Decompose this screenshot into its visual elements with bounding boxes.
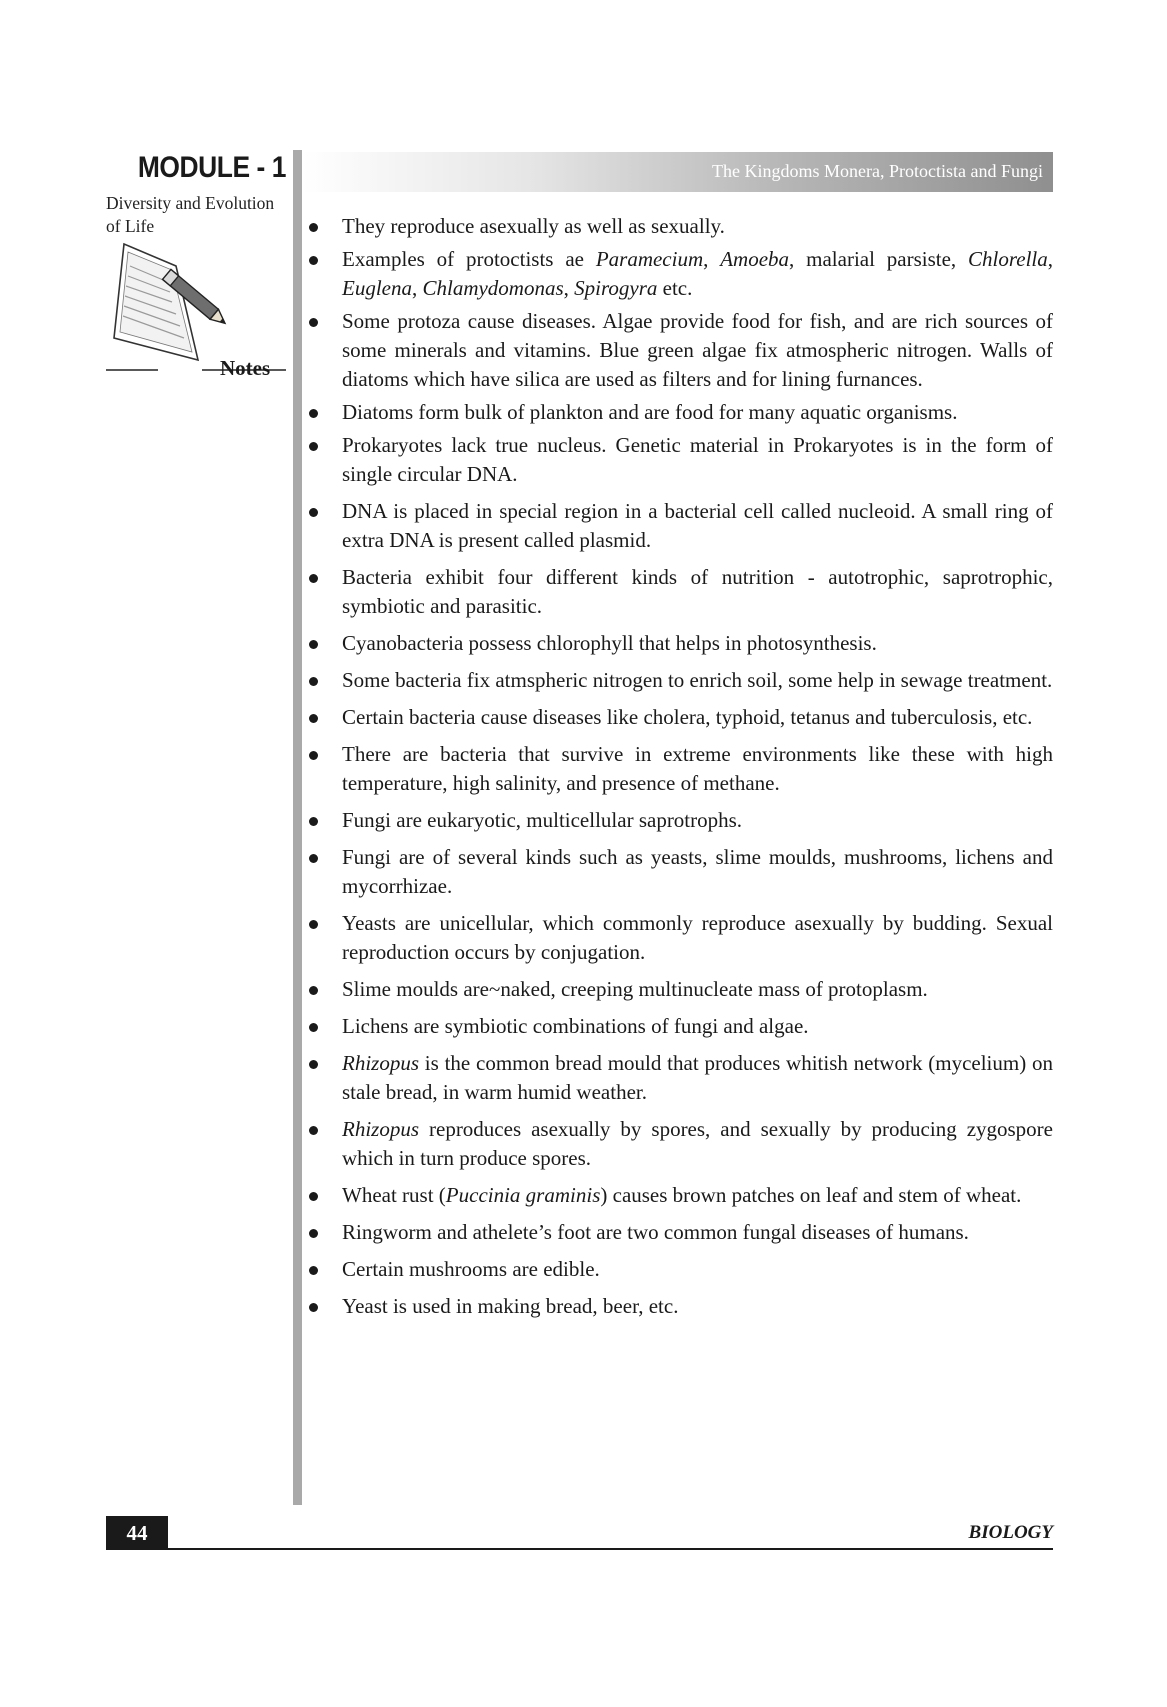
bullet-dot-icon: [309, 318, 318, 327]
bullet-dot-icon: [309, 1229, 318, 1238]
bullet-dot-icon: [309, 677, 318, 686]
bullet-item: [306, 398, 1053, 427]
bullet-item: [306, 806, 1053, 835]
bullet-dot-icon: [309, 409, 318, 418]
chapter-header-band: [302, 152, 1053, 192]
footer-rule: [168, 1548, 1053, 1550]
sidebar: [106, 150, 286, 380]
bullet-text: Slime moulds are~naked, creeping multinucleate mass of protoplasm.: [342, 977, 928, 1001]
bullet-text: Bacteria exhibit four different kinds of nutrition - autotrophic, saprotrophic, symbiotic and parasitic.: [342, 565, 1053, 618]
bullet-item: [306, 245, 1053, 303]
bullet-text: Yeasts are unicellular, which commonly reproduce asexually by budding. Sexual reproduction occurs by conjugation.: [342, 911, 1053, 964]
bullet-dot-icon: [309, 1192, 318, 1201]
bullet-item: [306, 1049, 1053, 1107]
bullet-text: They reproduce asexually as well as sexually.: [342, 214, 725, 238]
bullet-item: [306, 629, 1053, 658]
bullet-item: [306, 1218, 1053, 1247]
bullet-dot-icon: [309, 223, 318, 232]
bullet-item: [306, 843, 1053, 901]
module-subtitle-line2: of Life: [106, 216, 155, 236]
bullet-text: Lichens are symbiotic combinations of fungi and algae.: [342, 1014, 809, 1038]
bullet-text: Fungi are eukaryotic, multicellular saprotrophs.: [342, 808, 743, 832]
bullet-list: [306, 212, 1053, 1329]
bullet-item: [306, 703, 1053, 732]
bullet-text: Some protoza cause diseases. Algae provide food for fish, and are rich sources of some minerals and vitamins. Blue green algae fix atmospheric nitrogen. Walls of diatoms which have silica are used as filters and for lining furnances.: [342, 309, 1053, 391]
bullet-text: There are bacteria that survive in extreme environments like these with high temperature, high salinity, and presence of methane.: [342, 742, 1053, 795]
bullet-text: Rhizopus reproduces asexually by spores, and sexually by producing zygospore which in turn produce spores.: [342, 1117, 1053, 1170]
bullet-text: Fungi are of several kinds such as yeasts, slime moulds, mushrooms, lichens and mycorrhizae.: [342, 845, 1053, 898]
bullet-item: [306, 1292, 1053, 1321]
bullet-item: [306, 1012, 1053, 1041]
bullet-dot-icon: [309, 1303, 318, 1312]
footer-subject: BIOLOGY: [968, 1522, 1053, 1543]
bullet-text: Prokaryotes lack true nucleus. Genetic material in Prokaryotes is in the form of single circular DNA.: [342, 433, 1053, 486]
bullet-text: Rhizopus is the common bread mould that produces whitish network (mycelium) on stale bread, in warm humid weather.: [342, 1051, 1053, 1104]
bullet-dot-icon: [309, 442, 318, 451]
bullet-item: [306, 212, 1053, 241]
bullet-text: Cyanobacteria possess chlorophyll that helps in photosynthesis.: [342, 631, 877, 655]
bullet-text: Examples of protoctists ae Paramecium, Amoeba, malarial parsiste, Chlorella, Euglena, Chlamydomonas, Spirogyra etc.: [342, 247, 1053, 300]
bullet-text: Yeast is used in making bread, beer, etc.: [342, 1294, 679, 1318]
module-title: MODULE - 1: [137, 151, 286, 184]
bullet-dot-icon: [309, 1126, 318, 1135]
bullet-text: Some bacteria fix atmspheric nitrogen to enrich soil, some help in sewage treatment.: [342, 668, 1053, 692]
bullet-text: Ringworm and athelete’s foot are two common fungal diseases of humans.: [342, 1220, 969, 1244]
bullet-item: [306, 909, 1053, 967]
bullet-dot-icon: [309, 986, 318, 995]
bullet-dot-icon: [309, 817, 318, 826]
notes-label: Notes: [220, 356, 271, 380]
bullet-dot-icon: [309, 920, 318, 929]
bullet-dot-icon: [309, 751, 318, 760]
bullet-item: [306, 666, 1053, 695]
bullet-text: Certain bacteria cause diseases like cholera, typhoid, tetanus and tuberculosis, etc.: [342, 705, 1033, 729]
bullet-dot-icon: [309, 640, 318, 649]
bullet-item: [306, 740, 1053, 798]
bullet-dot-icon: [309, 1023, 318, 1032]
bullet-item: [306, 1181, 1053, 1210]
bullet-dot-icon: [309, 1060, 318, 1069]
bullet-dot-icon: [309, 714, 318, 723]
page-number: 44: [106, 1516, 168, 1550]
bullet-text: Wheat rust (Puccinia graminis) causes brown patches on leaf and stem of wheat.: [342, 1183, 1022, 1207]
bullet-text: DNA is placed in special region in a bacterial cell called nucleoid. A small ring of extra DNA is present called plasmid.: [342, 499, 1053, 552]
bullet-dot-icon: [309, 854, 318, 863]
bullet-dot-icon: [309, 1266, 318, 1275]
chapter-title: The Kingdoms Monera, Protoctista and Fungi: [712, 161, 1043, 181]
bullet-item: [306, 497, 1053, 555]
bullet-dot-icon: [309, 256, 318, 265]
bullet-dot-icon: [309, 574, 318, 583]
bullet-item: [306, 307, 1053, 394]
margin-rule: [293, 150, 302, 1505]
bullet-item: [306, 563, 1053, 621]
bullet-item: [306, 1255, 1053, 1284]
bullet-text: Diatoms form bulk of plankton and are food for many aquatic organisms.: [342, 400, 958, 424]
bullet-text: Certain mushrooms are edible.: [342, 1257, 600, 1281]
bullet-item: [306, 1115, 1053, 1173]
module-subtitle-line1: Diversity and Evolution: [106, 193, 275, 213]
module-subtitle: [106, 192, 286, 238]
bullet-item: [306, 975, 1053, 1004]
bullet-item: [306, 431, 1053, 489]
bullet-dot-icon: [309, 508, 318, 517]
